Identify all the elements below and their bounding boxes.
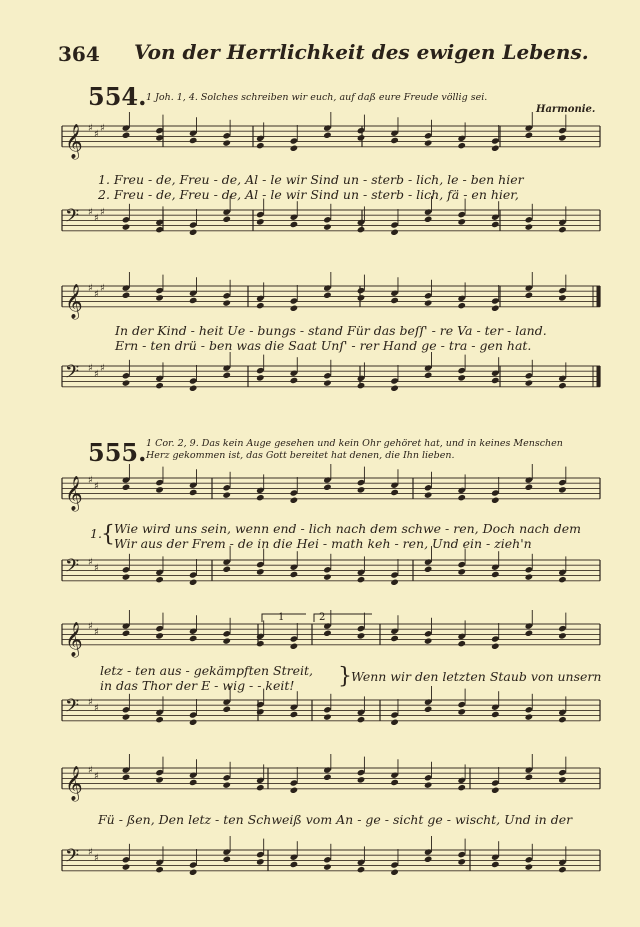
bass-clef-icon: 𝄢 <box>65 362 80 387</box>
note-head <box>357 486 366 493</box>
note-head <box>290 643 299 650</box>
sharp-icon: ♯ <box>94 563 99 574</box>
hymn-555-scripture-line2: Herz gekommen ist, das Gott bereitet hat denen, die Ihn lieben. <box>146 450 455 461</box>
note-head <box>290 145 299 152</box>
note-head <box>256 568 265 575</box>
note-head <box>525 484 534 491</box>
note-head <box>357 716 366 723</box>
bass-clef-icon: 𝄢 <box>65 696 80 721</box>
note-head <box>222 706 231 713</box>
note-head <box>491 497 500 504</box>
note-head <box>155 294 164 301</box>
note-head <box>222 299 231 306</box>
note-head <box>357 866 366 873</box>
note-head <box>189 385 198 392</box>
note-head <box>155 866 164 873</box>
note-head <box>558 632 567 639</box>
bass-clef-icon: 𝄢 <box>65 556 80 581</box>
note-head <box>390 719 399 726</box>
note-head <box>390 779 399 786</box>
note-head <box>390 489 399 496</box>
note-head <box>155 576 164 583</box>
note-head <box>390 137 399 144</box>
note-head <box>122 713 131 720</box>
note-head <box>155 486 164 493</box>
note-head <box>558 294 567 301</box>
sharp-icon: ♯ <box>94 481 99 492</box>
note-head <box>390 869 399 876</box>
note-head <box>424 781 433 788</box>
note-head <box>457 218 466 225</box>
sharp-icon: ♯ <box>88 123 93 134</box>
note-head <box>558 576 567 583</box>
sharp-icon: ♯ <box>94 771 99 782</box>
note-head <box>424 299 433 306</box>
note-head <box>390 297 399 304</box>
note-head <box>491 571 500 578</box>
note-head <box>323 292 332 299</box>
note-head <box>155 776 164 783</box>
note-head <box>390 635 399 642</box>
note-head <box>222 856 231 863</box>
note-head <box>122 223 131 230</box>
note-head <box>558 716 567 723</box>
hymn-554-verse1-line2: In der Kind - heit Ue - bungs - stand Für das beſſ' - re Va - ter - land. <box>115 323 547 338</box>
note-head <box>122 379 131 386</box>
note-head <box>122 484 131 491</box>
note-head <box>189 719 198 726</box>
note-head <box>290 377 299 384</box>
note-head <box>558 226 567 233</box>
note-head <box>424 706 433 713</box>
sharp-icon: ♯ <box>88 621 93 632</box>
note-head <box>491 377 500 384</box>
sharp-icon: ♯ <box>88 557 93 568</box>
sharp-icon: ♯ <box>88 765 93 776</box>
note-head <box>256 142 265 149</box>
note-head <box>222 781 231 788</box>
note-head <box>424 139 433 146</box>
hymn-555-brace-right: } <box>338 664 352 689</box>
note-head <box>122 774 131 781</box>
note-head <box>155 716 164 723</box>
note-head <box>357 632 366 639</box>
note-head <box>290 305 299 312</box>
note-head <box>491 145 500 152</box>
hymn-554-scripture: 1 Joh. 1, 4. Solches schreiben wir euch, auf daß eure Freude völlig sei. <box>146 92 488 103</box>
note-head <box>357 776 366 783</box>
treble-clef-icon: 𝄞 <box>65 621 83 657</box>
note-head <box>424 566 433 573</box>
note-head <box>222 566 231 573</box>
note-head <box>457 708 466 715</box>
note-head <box>525 863 534 870</box>
note-head <box>525 292 534 299</box>
hymn-555-scripture-line1: 1 Cor. 2, 9. Das kein Auge gesehen und kein Ohr gehöret hat, und in keines Menschen <box>146 438 563 449</box>
sharp-icon: ♯ <box>100 363 105 374</box>
hymn-554-verse2-line2: Ern - ten drü - ben was die Saat Unſ' - rer Hand ge - tra - gen hat. <box>115 338 532 353</box>
sharp-icon: ♯ <box>88 207 93 218</box>
sharp-icon: ♯ <box>94 213 99 224</box>
volta-1-label: 1 <box>278 612 285 623</box>
note-head <box>222 372 231 379</box>
note-head <box>525 132 534 139</box>
hymn-555-line3: Fü - ßen, Den letz - ten Schweiß vom An - ge - sicht ge - wischt, Und in der <box>98 812 573 827</box>
note-head <box>491 221 500 228</box>
volta-2-label: 2 <box>319 612 326 623</box>
note-head <box>525 379 534 386</box>
note-head <box>525 573 534 580</box>
note-head <box>558 776 567 783</box>
note-head <box>189 779 198 786</box>
note-head <box>323 223 332 230</box>
hymn-554-number: 554. <box>88 82 147 111</box>
note-head <box>457 568 466 575</box>
note-head <box>222 216 231 223</box>
note-head <box>323 379 332 386</box>
hymn-554-verse1-line1: 1. Freu - de, Freu - de, Al - le wir Sind un - sterb - lich, le - ben hier <box>98 172 524 187</box>
note-head <box>222 139 231 146</box>
note-head <box>122 573 131 580</box>
note-head <box>290 787 299 794</box>
note-head <box>323 484 332 491</box>
note-head <box>357 226 366 233</box>
hymn-554-verse2-line1: 2. Freu - de, Freu - de, Al - le wir Sind un - sterb - lich, fä - en hier, <box>98 187 519 202</box>
note-head <box>525 713 534 720</box>
note-head <box>256 784 265 791</box>
sharp-icon: ♯ <box>94 129 99 140</box>
hymn-555-line2c: Wenn wir den letzten Staub von unsern <box>351 669 602 684</box>
note-head <box>323 713 332 720</box>
treble-clef-icon: 𝄞 <box>65 765 83 801</box>
note-head <box>189 579 198 586</box>
note-head <box>122 132 131 139</box>
hymn-555-verse-marker: 1. <box>90 526 102 541</box>
note-head <box>290 221 299 228</box>
sharp-icon: ♯ <box>94 703 99 714</box>
note-head <box>491 861 500 868</box>
note-head <box>256 302 265 309</box>
hymn-555-line2b: in das Thor der E - wig - - keit! <box>100 678 295 693</box>
sharp-icon: ♯ <box>94 289 99 300</box>
note-head <box>189 635 198 642</box>
note-head <box>390 385 399 392</box>
note-head <box>457 640 466 647</box>
note-head <box>189 489 198 496</box>
note-head <box>256 640 265 647</box>
note-head <box>256 218 265 225</box>
sharp-icon: ♯ <box>100 123 105 134</box>
sharp-icon: ♯ <box>88 475 93 486</box>
note-head <box>357 382 366 389</box>
note-head <box>424 856 433 863</box>
bass-clef-icon: 𝄢 <box>65 206 80 231</box>
sharp-icon: ♯ <box>88 283 93 294</box>
note-head <box>357 134 366 141</box>
hymn-555-line1b: Wir aus der Frem - de in die Hei - math keh - ren, Und ein - zieh'n <box>114 536 532 551</box>
note-head <box>122 863 131 870</box>
treble-clef-icon: 𝄞 <box>65 123 83 159</box>
note-head <box>424 491 433 498</box>
note-head <box>256 494 265 501</box>
bass-clef-icon: 𝄢 <box>65 846 80 871</box>
note-head <box>222 637 231 644</box>
note-head <box>290 711 299 718</box>
note-head <box>457 142 466 149</box>
note-head <box>256 858 265 865</box>
treble-clef-icon: 𝄞 <box>65 283 83 319</box>
note-head <box>323 774 332 781</box>
note-head <box>424 372 433 379</box>
note-head <box>189 869 198 876</box>
treble-clef-icon: 𝄞 <box>65 475 83 511</box>
hymn-554-arrangement: Harmonie. <box>536 104 596 115</box>
note-head <box>323 573 332 580</box>
note-head <box>457 784 466 791</box>
sharp-icon: ♯ <box>94 369 99 380</box>
note-head <box>189 137 198 144</box>
sharp-icon: ♯ <box>88 697 93 708</box>
note-head <box>357 294 366 301</box>
note-head <box>457 302 466 309</box>
note-head <box>357 576 366 583</box>
page-number: 364 <box>58 42 100 66</box>
note-head <box>457 374 466 381</box>
note-head <box>290 571 299 578</box>
note-head <box>558 486 567 493</box>
sharp-icon: ♯ <box>94 627 99 638</box>
hymn-555-brace-left: { <box>101 522 115 547</box>
note-head <box>558 134 567 141</box>
note-head <box>424 637 433 644</box>
note-head <box>290 861 299 868</box>
note-head <box>155 632 164 639</box>
note-head <box>189 297 198 304</box>
chapter-title: Von der Herrlichkeit des ewigen Lebens. <box>134 40 589 64</box>
note-head <box>457 858 466 865</box>
sharp-icon: ♯ <box>100 207 105 218</box>
hymn-555-line1a: Wie wird uns sein, wenn end - lich nach dem schwe - ren, Doch nach dem <box>114 521 581 536</box>
note-head <box>290 497 299 504</box>
note-head <box>457 494 466 501</box>
note-head <box>122 630 131 637</box>
note-head <box>323 863 332 870</box>
sharp-icon: ♯ <box>88 363 93 374</box>
note-head <box>525 774 534 781</box>
note-head <box>491 643 500 650</box>
note-head <box>491 711 500 718</box>
note-head <box>222 491 231 498</box>
note-head <box>122 292 131 299</box>
note-head <box>155 382 164 389</box>
note-head <box>424 216 433 223</box>
note-head <box>491 305 500 312</box>
note-head <box>256 374 265 381</box>
sharp-icon: ♯ <box>94 853 99 864</box>
sharp-icon: ♯ <box>100 283 105 294</box>
note-head <box>323 630 332 637</box>
note-head <box>256 708 265 715</box>
note-head <box>525 223 534 230</box>
note-head <box>558 866 567 873</box>
note-head <box>323 132 332 139</box>
note-head <box>525 630 534 637</box>
note-head <box>390 229 399 236</box>
note-head <box>390 579 399 586</box>
note-head <box>491 787 500 794</box>
hymn-555-line2a: letz - ten aus - gekämpften Streit, <box>100 663 314 678</box>
note-head <box>189 229 198 236</box>
note-head <box>558 382 567 389</box>
sharp-icon: ♯ <box>88 847 93 858</box>
hymn-555-number: 555. <box>88 438 147 467</box>
